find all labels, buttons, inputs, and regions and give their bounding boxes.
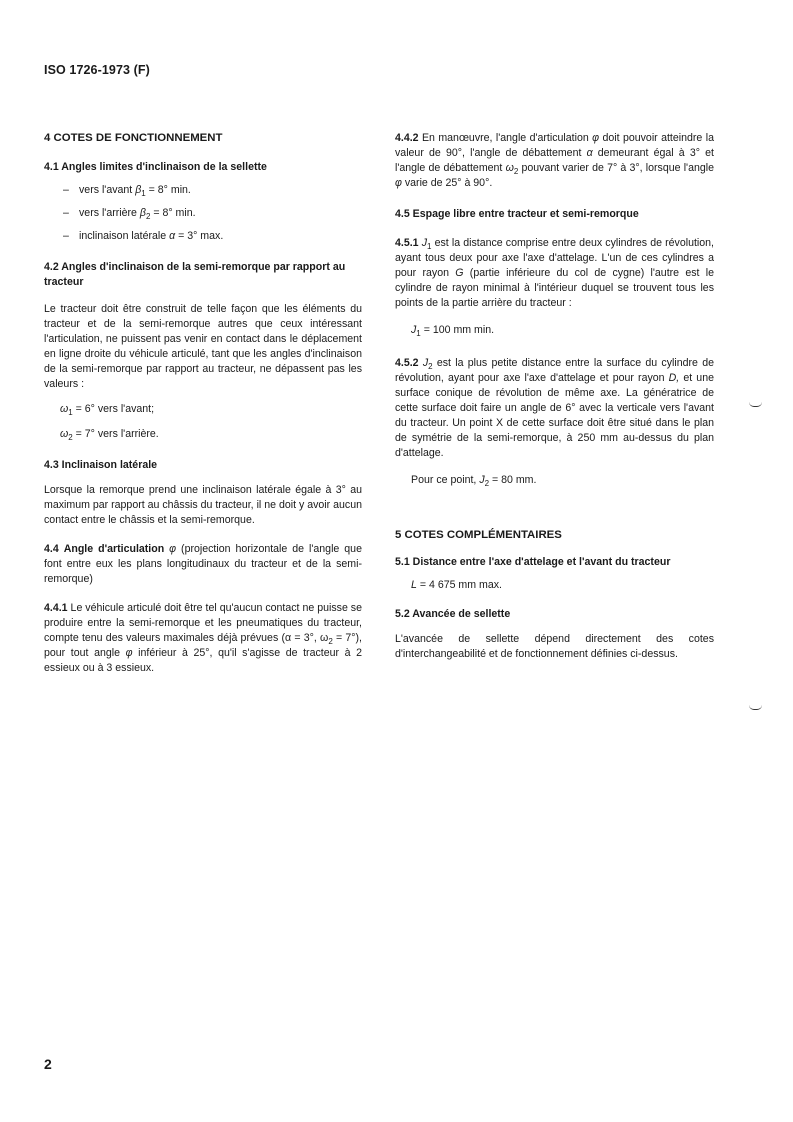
- section-4-1-heading: 4.1 Angles limites d'inclinaison de la sellette: [44, 161, 267, 173]
- list-item-text: vers l'arrière $\beta_2 = 8^\circ$ min.: [79, 207, 196, 222]
- section-5-2-heading: 5.2 Avancée de sellette: [395, 608, 511, 620]
- formula-omega-1: $\omega_1 = 6^\circ$ vers l'avant;: [60, 403, 155, 418]
- section-5-1-heading: 5.1 Distance entre l'axe d'attelage et l'avant du tracteur: [395, 556, 671, 568]
- section-4-4-paragraph: 4.4 Angle d'articulation φ (projection horizontale de l'angle que font entre eux les plans longitudinaux du tracteur et de la semi-remorque): [44, 543, 362, 585]
- margin-mark: [749, 402, 762, 407]
- list-dash: –: [63, 184, 69, 196]
- margin-mark: [749, 705, 762, 710]
- formula-j1: $J_1 = 100$ mm min.: [411, 324, 495, 339]
- formula-j2: Pour ce point, $J_2 = 80$ mm.: [411, 474, 537, 489]
- list-item: [63, 183, 362, 198]
- list-item-text: inclinaison latérale α = 3° max.: [79, 230, 224, 242]
- formula-omega-2: $\omega_2 = 7^\circ$ vers l'arrière.: [60, 428, 159, 443]
- right-column: [395, 131, 714, 662]
- list-item: [63, 206, 362, 221]
- section-4-4-1-paragraph: 4.4.1 Le véhicule articulé doit être tel qu'aucun contact ne puisse se produire entre la semi-remorque et les pneumatiques du tracteur, compte tenu des valeurs maximales déjà prévues (α = 3°, $\omega_2 = 7^\circ$), pour tout angle φ inférieur à 25°, qu'il s'agisse de tracteur à 2 essieux ou à 3 essieux.: [44, 602, 363, 674]
- list-item: [63, 229, 362, 244]
- page-number: 2: [44, 1056, 52, 1072]
- section-4-5-heading: 4.5 Espage libre entre tracteur et semi-remorque: [395, 208, 639, 220]
- section-4-2-body: Le tracteur doit être construit de telle façon que les éléments du tracteur et de la semi-remorque autres que ceux intéressant l'articulation, ne puissent pas venir en contact dans le déplacement en ligne droite du véhicule articulé, tant que les angles d'inclinaison de la semi-remorque par rapport au tracteur, ne dépassent pas les valeurs :: [44, 303, 362, 390]
- section-4-5-1-paragraph: 4.5.1 $J_1$ est la distance comprise entre deux cylindres de révolution, ayant tous deux pour axe l'axe d'attelage. L'un de ces cylindres a pour rayon G (partie inférieure du col de cygne) l'autre est le cylindre de rayon minimal à l'intérieur duquel se trouvent tous les points de la partie arrière du tracteur :: [395, 237, 714, 309]
- section-4-3-body: Lorsque la remorque prend une inclinaison latérale égale à 3° au maximum par rapport au châssis du tracteur, il ne doit y avoir aucun contact entre le châssis et la semi-remorque.: [44, 484, 362, 526]
- section-4-4-2-paragraph: 4.4.2 En manœuvre, l'angle d'articulation φ doit pouvoir atteindre la valeur de 90°, l'angle de débattement α demeurant égal à 3° et l'angle de débattement $\omega_2$ pouvant varier de 7° à 3°, lorsque l'angle φ varie de 25° à 90°.: [395, 132, 714, 189]
- section-4-3-heading: 4.3 Inclinaison latérale: [44, 459, 158, 471]
- document-id-header: ISO 1726-1973 (F): [44, 63, 150, 77]
- left-column: [44, 131, 362, 676]
- list-dash: –: [63, 230, 69, 242]
- section-4-2-heading: 4.2 Angles d'inclinaison de la semi-remorque par rapport au tracteur: [44, 261, 346, 288]
- section-4-heading: 4 COTES DE FONCTIONNEMENT: [44, 132, 223, 144]
- list-item-text: vers l'avant $\beta_1 = 8^\circ$ min.: [79, 184, 191, 199]
- formula-l: L = 4 675 mm max.: [411, 579, 502, 591]
- list-dash: –: [63, 207, 69, 219]
- section-5-heading: 5 COTES COMPLÉMENTAIRES: [395, 529, 562, 541]
- section-5-2-body: L'avancée de sellette dépend directement des cotes d'interchangeabilité et de fonctionnement définies ci-dessus.: [395, 633, 714, 660]
- section-4-5-2-paragraph: 4.5.2 $J_2$ est la plus petite distance entre la surface du cylindre de révolution, ayant pour axe l'axe d'attelage et pour rayon D, et une surface conique de révolution de même axe. La génératrice de cette surface doit faire un angle de 6° avec la verticale vers l'avant du tracteur. Un point X de cette surface doit être situé dans le plan de symétrie de la semi-remorque, à 250 mm au-dessus du plan d'attelage.: [395, 357, 714, 459]
